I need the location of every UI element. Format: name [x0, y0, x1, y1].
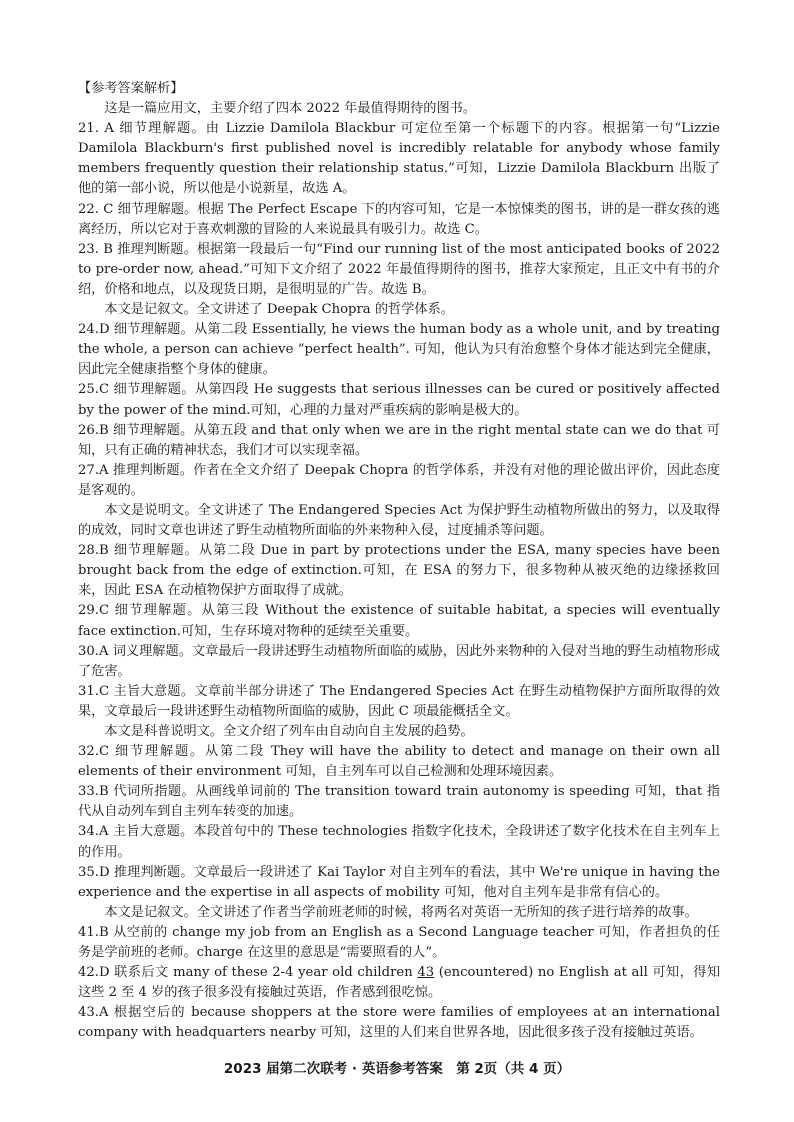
answer-26: 26.B 细节理解题。从第五段 and that only when we are in the right mental state can we do that 可知，只有正确的精神状态，我们才可以实现幸福。	[78, 422, 720, 458]
answer-35: 35.D 推理判断题。文章最后一段讲述了 Kai Taylor 对自主列车的看法，其中 We're unique in having the experience and the expertise in all aspects of mobility 可知，他对自主列车是非常有信心的。	[78, 864, 720, 900]
answer-31: 31.C 主旨大意题。文章前半部分讲述了 The Endangered Species Act 在野生动植物保护方面所取得的效果，文章最后一段讲述野生动植物所面临的威胁，因此 C 项最能概括全文。	[78, 683, 720, 719]
answer-23: 23. B 推理判断题。根据第一段最后一句“Find our running list of the most anticipated books of 2022 to pre-order now, ahead.”可知下文介绍了 2022 年最值得期待的图书，推荐大家预定，且正文中有书的介绍，价格和地点，以及现货日期，是很明显的广告。故选 B。	[78, 241, 720, 297]
passage-intro-b: 本文是记叙文。全文讲述了 Deepak Chopra 的哲学体系。	[104, 302, 454, 318]
answer-43: 43.A 根据空后的 because shoppers at the store were families of employees at an international company with headquarters nearby 可知，这里的人们来自世界各地，因此很多孩子没有接触过英语。	[78, 1005, 720, 1041]
answer-42	[78, 963, 720, 1003]
passage-intro-a: 这是一篇应用文，主要介绍了四本 2022 年最值得期待的图书。	[104, 101, 477, 117]
answer-27: 27.A 推理判断题。作者在全文介绍了 Deepak Chopra 的哲学体系，并没有对他的理论做出评价，因此态度是客观的。	[78, 462, 720, 498]
answer-29: 29.C 细节理解题。从第三段 Without the existence of suitable habitat, a species will eventually face extinction.可知，生存环境对物种的延续至关重要。	[78, 603, 720, 639]
answer-41: 41.B 从空前的 change my job from an English as a Second Language teacher 可知，作者担负的任务是学前班的老师。charge 在这里的意思是“需要照看的人”。	[78, 924, 720, 961]
answer-32: 32.C 细节理解题。从第二段 They will have the ability to detect and manage on their own all elements of their environment 可知，自主列车可以自己检测和处理环境因素。	[78, 744, 720, 780]
passage-intro-d: 本文是科普说明文。全文介绍了列车由自动向自主发展的趋势。	[104, 724, 474, 739]
answer-24: 24.D 细节理解题。从第二段 Essentially, he views the human body as a whole unit, and by treating the whole, a person can achieve “perfect health”. 可知，他认为只有治愈整个身体才能达到完全健康，因此完全健康指整个身体的健康。	[78, 322, 720, 378]
answer-analysis-body	[78, 79, 720, 1044]
passage-intro-c: 本文是说明文。全文讲述了 The Endangered Species Act 为保护野生动植物所做出的努力，以及取得的成效，同时文章也讲述了野生动植物所面临的外来物种入侵，过度捕杀等问题。	[78, 502, 720, 539]
answer-34: 34.A 主旨大意题。本段首句中的 These technologies 指数字化技术，全段讲述了数字化技术在自主列车上的作用。	[78, 824, 720, 860]
answer-33: 33.B 代词所指题。从画线单词前的 The transition toward train autonomy is speeding 可知，that 指代从自动列车到自主列车转变的加速。	[78, 784, 720, 820]
answer-42-text-a: 42.D 联系后文 many of these 2-4 year old children	[78, 965, 418, 981]
answer-30: 30.A 词义理解题。文章最后一段讲述野生动植物所面临的威胁，因此外来物种的入侵对当地的野生动植物形成了危害。	[78, 643, 720, 679]
answer-28: 28.B 细节理解题。从第二段 Due in part by protections under the ESA, many species have been brought back from the edge of extinction.可知，在 ESA 的努力下，很多物种从被灭绝的边缘拯救回来，因此 ESA 在动植物保护方面取得了成就。	[78, 543, 720, 599]
answer-42-text-b: (encountered) no English at all 可知，得知这些 2 至 4 岁的孩子很多没有接触过英语，作者感到很吃惊。	[78, 965, 721, 1001]
section-heading: 【参考答案解析】	[78, 81, 184, 96]
answer-42-blank-number: 43	[417, 965, 435, 981]
answer-21: 21. A 细节理解题。由 Lizzie Damilola Blackbur 可定位至第一个标题下的内容。根据第一句“Lizzie Damilola Blackburn's first published novel is incredibly relatable for anybody whose family members frequently question their relationship status.”可知，Lizzie Damilola Blackburn 出版了他的第一部小说，所以他是小说新星，故选 A。	[78, 121, 720, 197]
page-footer: 2023 届第二次联考 · 英语参考答案 第 2页（共 4 页）	[223, 1061, 571, 1077]
answer-25: 25.C 细节理解题。从第四段 He suggests that serious illnesses can be cured or positively affected by the power of the mind.可知，心理的力量对严重疾病的影响是极大的。	[78, 382, 720, 418]
answer-22: 22. C 细节理解题。根据 The Perfect Escape 下的内容可知，它是一本惊悚类的图书，讲的是一群女孩的逃离经历，所以它对于喜欢刺激的冒险的人来说最具有吸引力。故选 C。	[78, 201, 720, 237]
passage-intro-e: 本文是记叙文。全文讲述了作者当学前班老师的时候，将两名对英语一无所知的孩子进行培养的故事。	[104, 904, 698, 920]
